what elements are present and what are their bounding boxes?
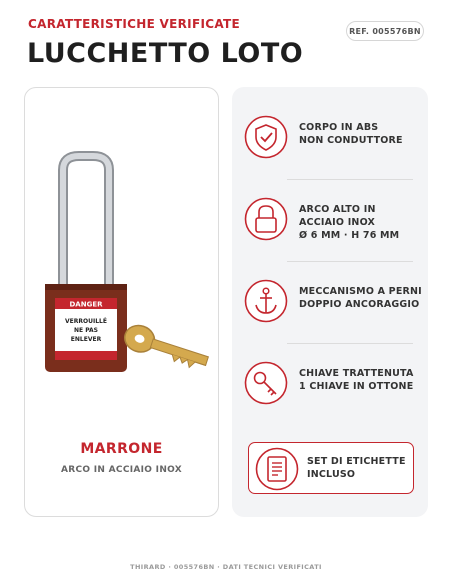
features-panel	[232, 87, 428, 517]
divider	[287, 261, 413, 262]
feature-line: Ø 6 MM · H 76 MM	[299, 230, 400, 241]
feature-line: 1 CHIAVE IN OTTONE	[299, 381, 414, 392]
feature-item	[244, 197, 424, 247]
feature-line: CORPO IN ABS	[299, 122, 379, 133]
labels-line: SET DI ETICHETTE	[307, 456, 406, 467]
feature-line: MECCANISMO A PERNI	[299, 286, 422, 297]
footer-text: THIRARD · 005576BN · DATI TECNICI VERIFICATI	[130, 563, 322, 571]
feature-item	[244, 361, 424, 411]
tag-text-1: VERROUILLÉ	[65, 318, 107, 325]
key-icon	[244, 361, 288, 405]
divider	[287, 179, 413, 180]
feature-item	[244, 279, 424, 329]
labels-included-box	[248, 442, 414, 494]
feature-line: ACCIAIO INOX	[299, 217, 376, 228]
feature-line: NON CONDUTTORE	[299, 135, 403, 146]
shield-check-icon	[244, 115, 288, 159]
product-card	[24, 87, 219, 517]
tag-danger-text: DANGER	[69, 300, 103, 309]
feature-line: CHIAVE TRATTENUTA	[299, 368, 414, 379]
feature-item	[244, 115, 424, 165]
document-icon	[255, 447, 299, 491]
reference-badge: REF. 005576BN	[346, 21, 424, 41]
color-subtitle: ARCO IN ACCIAIO INOX	[60, 465, 183, 475]
tag-text-3: ENLEVER	[70, 336, 102, 343]
feature-line: ARCO ALTO IN	[299, 204, 376, 215]
tag-text-2: NE PAS	[73, 327, 99, 334]
page-title: LUCCHETTO LOTO	[27, 38, 304, 69]
padlock-icon	[244, 197, 288, 241]
feature-line: DOPPIO ANCORAGGIO	[299, 299, 420, 310]
divider	[287, 343, 413, 344]
labels-line: INCLUSO	[307, 469, 356, 480]
anchor-icon	[244, 279, 288, 323]
padlock-photo	[35, 148, 215, 388]
eyebrow-title: CARATTERISTICHE VERIFICATE	[28, 17, 240, 31]
color-name: MARRONE	[80, 441, 163, 457]
